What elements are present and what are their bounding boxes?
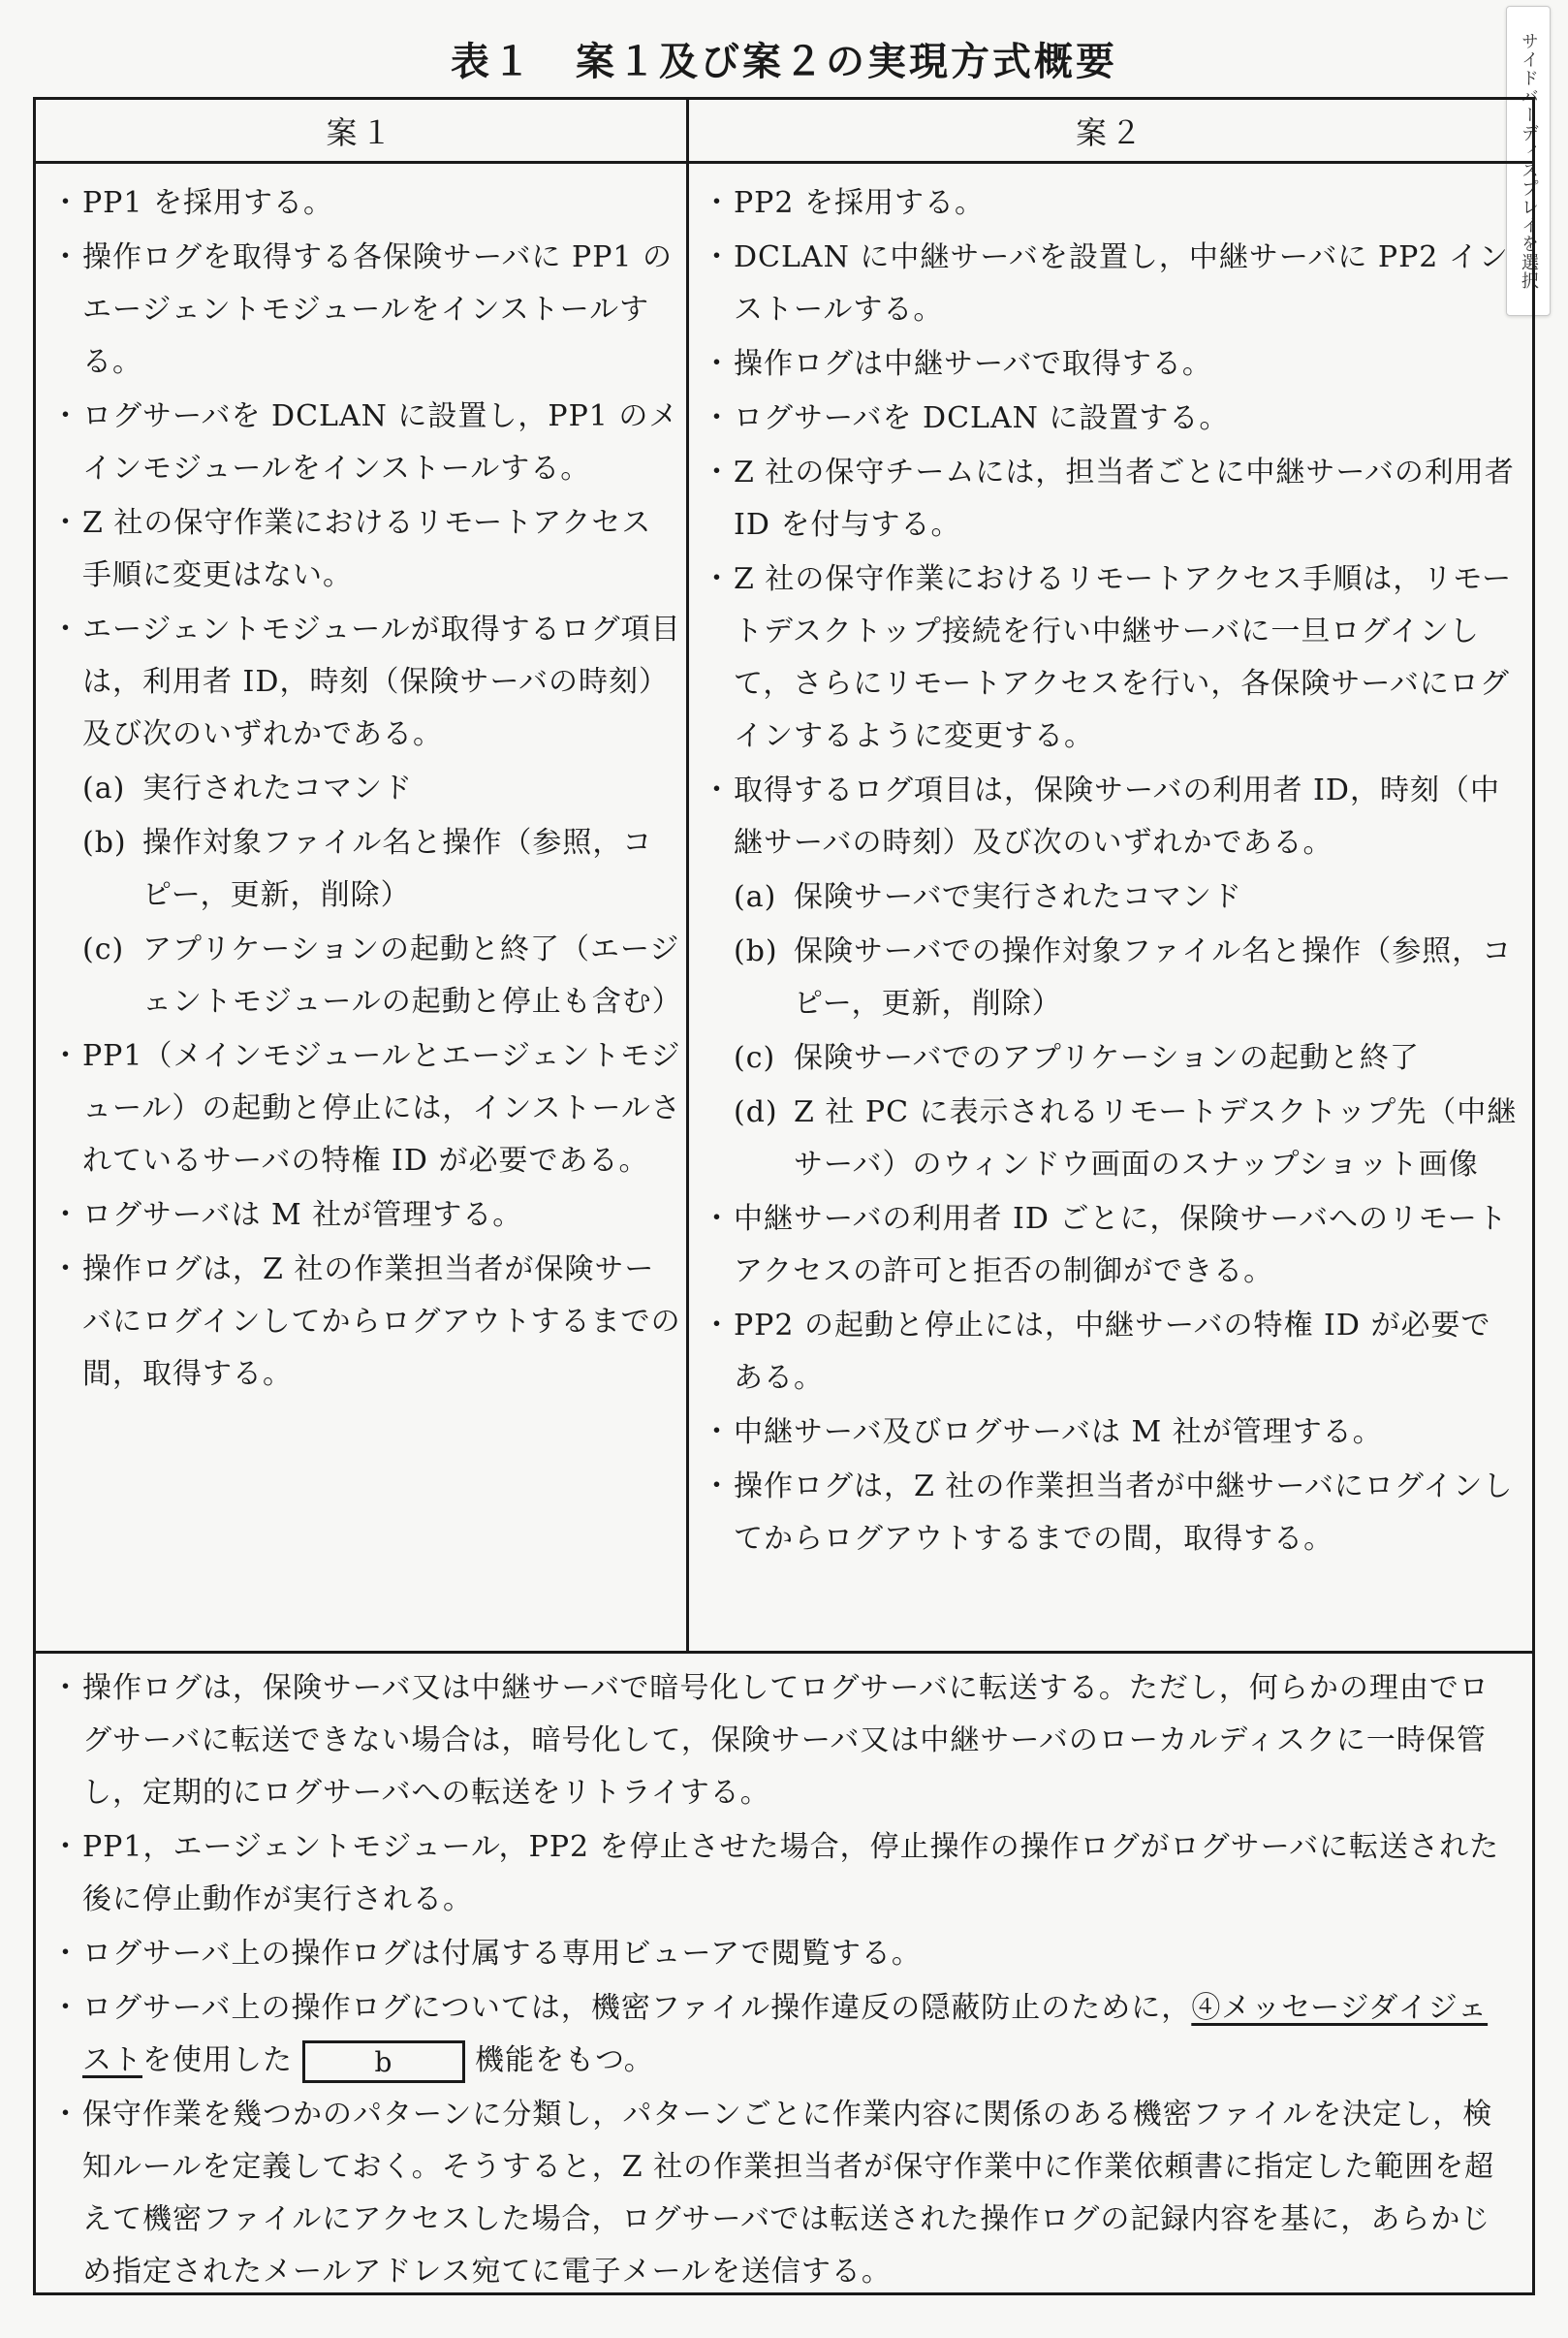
list-item: ・ PP2 の起動と停止には，中継サーバの特権 ID が必要である。: [701, 1300, 1521, 1405]
list-item: ・ 中継サーバの利用者 ID ごとに，保険サーバへのリモートアクセスの許可と拒否の制御ができる。: [701, 1193, 1521, 1298]
table-title: 表１ 案１及び案２の実現方式概要: [451, 40, 1117, 84]
bullet: ・: [702, 401, 733, 435]
bullet: ・: [50, 240, 81, 274]
bullet: ・: [702, 1415, 733, 1449]
bullet: ・: [50, 186, 81, 220]
common-section: [49, 1662, 1517, 2300]
plan-1-column: [49, 177, 681, 1403]
list-item: ・ ログサーバは M 社が管理する。: [49, 1189, 681, 1242]
list-item: ・ 操作ログは，Z 社の作業担当者が中継サーバにログインしてからログアウトするまでの間，取得する。: [701, 1461, 1521, 1565]
bullet: ・: [50, 1991, 81, 2025]
bullet: ・: [50, 1039, 81, 1073]
list-item: ・ PP1 を採用する。: [49, 177, 681, 230]
bullet: ・: [50, 1937, 81, 1971]
list-item: ・ 操作ログは，保険サーバ又は中継サーバで暗号化してログサーバに転送する。ただし，何らかの理由でログサーバに転送できない場合は，暗号化して，保険サーバ又は中継サーバのローカルディスクに一時保管し，定期的にログサーバへの転送をリトライする。: [49, 1662, 1517, 1819]
list-item: ・ 中継サーバ及びログサーバは M 社が管理する。: [701, 1406, 1521, 1459]
list-item: ・ PP1（メインモジュールとエージェントモジュール）の起動と停止には，インストールされているサーバの特権 ID が必要である。: [49, 1030, 681, 1187]
list-item: ・ Z 社の保守チームには，担当者ごとに中継サーバの利用者 ID を付与する。: [701, 447, 1521, 552]
bullet: ・: [50, 1830, 81, 1864]
list-item: ・ DCLAN に中継サーバを設置し，中継サーバに PP2 インストールする。: [701, 232, 1521, 336]
bullet: ・: [702, 186, 733, 220]
sub-item: (d) Z 社 PC に表示されるリモートデスクトップ先（中継サーバ）のウィンドウ画面のスナップショット画像: [734, 1095, 1518, 1182]
plan-2-column: [701, 177, 1521, 1567]
header-plan-2: 案２: [689, 100, 1532, 164]
comparison-table: [33, 97, 1535, 2295]
list-item: ・ ログサーバ上の操作ログについては，機密ファイル操作違反の隠蔽防止のために，④メッセージダイジェストを使用した b 機能をもつ。: [49, 1982, 1517, 2087]
list-item: ・ 保守作業を幾つかのパターンに分類し，パターンごとに作業内容に関係のある機密ファイルを決定し，検知ルールを定義しておく。そうすると，Z 社の作業担当者が保守作業中に作業依頼書に指定した範囲を超えて機密ファイルにアクセスした場合，ログサーバでは転送された操作ログの記録内容を基に，あらかじめ指定されたメールアドレス宛てに電子メールを送信する。: [49, 2089, 1517, 2298]
list-item: ・ PP1，エージェントモジュール，PP2 を停止させた場合，停止操作の操作ログがログサーバに転送された後に停止動作が実行される。: [49, 1821, 1517, 1926]
list-item: ・ 操作ログを取得する各保険サーバに PP1 のエージェントモジュールをインストールする。: [49, 232, 681, 389]
bullet: ・: [50, 399, 81, 433]
list-item: ・ 取得するログ項目は，保険サーバの利用者 ID，時刻（中継サーバの時刻）及び次のいずれかである。: [701, 765, 1521, 869]
row-divider: [36, 1651, 1532, 1654]
list-item: ・ ログサーバを DCLAN に設置し，PP1 のメインモジュールをインストールする。: [49, 391, 681, 495]
bullet: ・: [702, 562, 733, 596]
list-item: ・ Z 社の保守作業におけるリモートアクセス手順は，リモートデスクトップ接続を行い中継サーバに一旦ログインして，さらにリモートアクセスを行い，各保険サーバにログインするように変更する。: [701, 553, 1521, 763]
bullet: ・: [702, 1202, 733, 1236]
bullet: ・: [50, 1252, 81, 1286]
sub-item: (a) 保険サーバで実行されたコマンド: [734, 880, 1242, 914]
bullet: ・: [702, 456, 733, 490]
bullet: ・: [50, 1198, 81, 1232]
bullet: ・: [50, 1671, 81, 1705]
list-item: ・ PP2 を採用する。: [701, 177, 1521, 230]
header-plan-1: 案１: [36, 100, 686, 164]
bullet: ・: [702, 347, 733, 381]
bullet: ・: [702, 1309, 733, 1343]
list-item: ・ 操作ログは中継サーバで取得する。: [701, 338, 1521, 391]
bullet: ・: [702, 240, 733, 274]
bullet: ・: [702, 774, 733, 807]
list-item: ・ 操作ログは，Z 社の作業担当者が保険サーバにログインしてからログアウトするまでの間，取得する。: [49, 1244, 681, 1401]
answer-blank-b[interactable]: b: [302, 2040, 465, 2083]
sub-item: (c) 保険サーバでのアプリケーションの起動と終了: [734, 1041, 1420, 1075]
bullet: ・: [50, 2098, 81, 2132]
sub-item: (a) 実行されたコマンド: [82, 772, 413, 806]
bullet: ・: [50, 506, 81, 540]
sidebar-display-tab[interactable]: サイドバーディスプレイを選択: [1506, 6, 1551, 316]
bullet: ・: [702, 1469, 733, 1503]
sub-item: (b) 操作対象ファイル名と操作（参照，コピー，更新，削除）: [82, 826, 653, 912]
sub-item: (b) 保険サーバでの操作対象ファイル名と操作（参照，コピー，更新，削除）: [734, 934, 1513, 1021]
bullet: ・: [50, 613, 81, 647]
sub-item: (c) アプリケーションの起動と終了（エージェントモジュールの起動と停止も含む）: [82, 932, 682, 1019]
underlined-term: ④メッセージダイジェスト: [82, 1991, 1489, 2077]
list-item: ・ エージェントモジュールが取得するログ項目は，利用者 ID，時刻（保険サーバの時刻）及び次のいずれかである。: [49, 604, 681, 761]
list-item: ・ ログサーバを DCLAN に設置する。: [701, 393, 1521, 445]
list-item: ・ ログサーバ上の操作ログは付属する専用ビューアで閲覧する。: [49, 1928, 1517, 1980]
list-item: ・ Z 社の保守作業におけるリモートアクセス手順に変更はない。: [49, 497, 681, 602]
column-divider: [686, 100, 689, 1651]
